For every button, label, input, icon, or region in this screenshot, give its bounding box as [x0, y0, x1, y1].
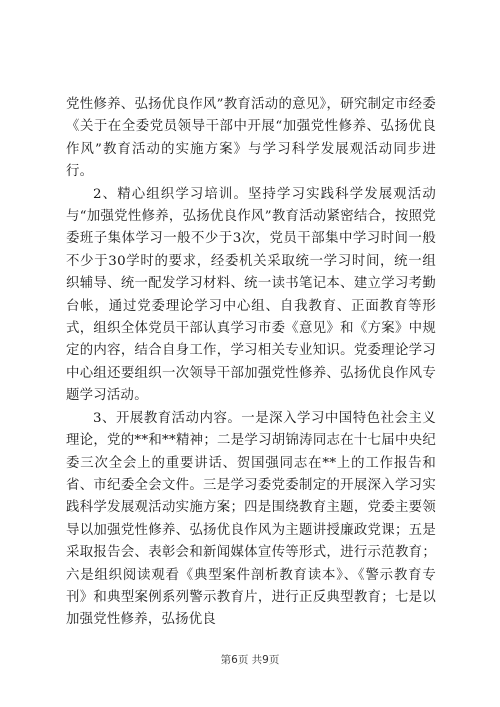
page-number-footer: 第6页 共9页 [220, 654, 280, 666]
paragraph-continuation: 党性修养、弘扬优良作风”教育活动的意见》，研究制定市经委《关于在全委党员领导干部中开展“加强党性修养、弘扬优良作风”教育活动的实施方案》与学习科学发展观活动同步进行。 [66, 97, 436, 180]
paragraph-activity-content: 3、开展教育活动内容。一是深入学习中国特色社会主义理论，党的**和**精神；二是学习胡锦涛同志在十七届中央纪委三次全会上的重要讲话、贺国强同志在**上的工作报告和省、市纪委全会文件。三是学习委党委制定的开展深入学习实践科学发展观活动实施方案；四是围绕教育主题，党委主要领导以加强党性修养、弘扬优良作风为主题讲授廉政党课；五是采取报告会、表彰会和新闻媒体宣传等形式，进行示范教育；六是组织阅读观看《典型案件剖析教育读本》、《警示教育专刊》和典型案例系列警示教育片，进行正反典型教育；七是以加强党性修养，弘扬优良 [66, 410, 436, 628]
paragraph-study-training: 2、精心组织学习培训。坚持学习实践科学发展观活动与“加强党性修养，弘扬优良作风”教育活动紧密结合，按照党委班子集体学习一般不少于3次，党员干部集中学习时间一般不少于30学时的要求，经委机关采取统一学习时间，统一组织辅导、统一配发学习材料、统一读书笔记本、建立学习考勤台帐，通过党委理论学习中心组、自我教育、正面教育等形式，组织全体党员干部认真学习市委《意见》和《方案》中规定的内容，结合自身工作，学习相关专业知识。党委理论学习中心组还要组织一次领导干部加强党性修养、弘扬优良作风专题学习活动。 [66, 186, 436, 404]
document-body [66, 94, 436, 632]
